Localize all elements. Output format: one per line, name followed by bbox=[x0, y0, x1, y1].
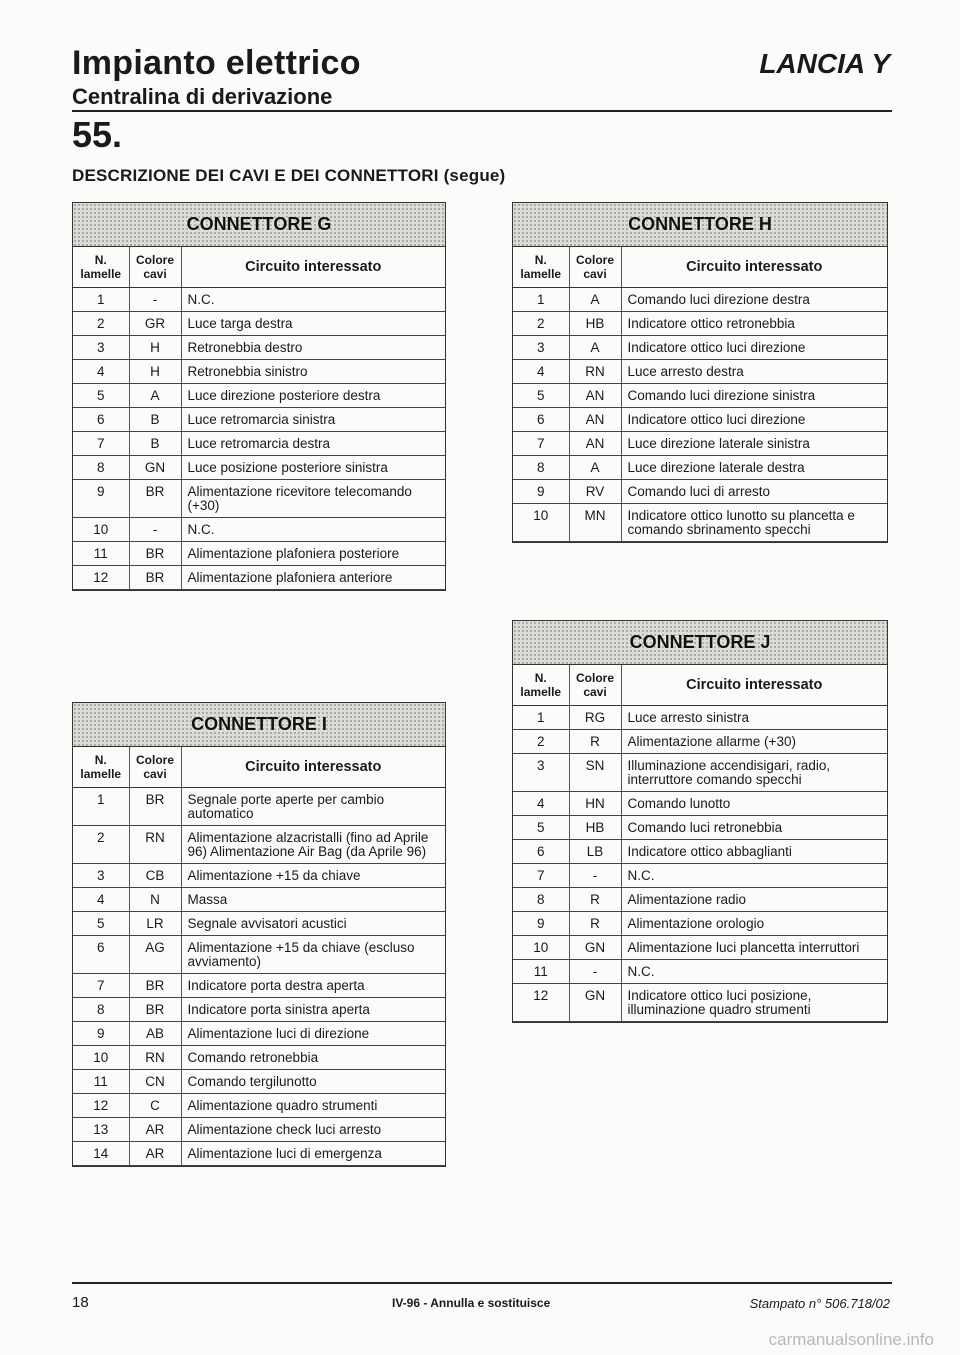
circuit-description: Luce direzione laterale sinistra bbox=[621, 432, 887, 456]
circuit-description: Luce targa destra bbox=[181, 312, 445, 336]
circuit-description: Retronebbia sinistro bbox=[181, 360, 445, 384]
wire-color: GN bbox=[129, 456, 181, 480]
lamella-number: 11 bbox=[73, 1070, 129, 1094]
circuit-description: Comando retronebbia bbox=[181, 1046, 445, 1070]
circuit-description: Alimentazione radio bbox=[621, 888, 887, 912]
circuit-description: Luce arresto sinistra bbox=[621, 706, 887, 730]
column-header-circuito: Circuito interessato bbox=[181, 747, 445, 788]
table-row bbox=[513, 864, 887, 888]
circuit-description: Comando luci retronebbia bbox=[621, 816, 887, 840]
circuit-description: Alimentazione orologio bbox=[621, 912, 887, 936]
lamella-number: 3 bbox=[73, 336, 129, 360]
column-header-colore: Colore cavi bbox=[129, 247, 181, 288]
lamella-number: 4 bbox=[513, 360, 569, 384]
table-row bbox=[513, 706, 887, 730]
circuit-description: Comando luci direzione sinistra bbox=[621, 384, 887, 408]
table-row bbox=[73, 788, 445, 826]
circuit-description: Alimentazione luci di direzione bbox=[181, 1022, 445, 1046]
wire-color: SN bbox=[569, 754, 621, 792]
wire-color: N bbox=[129, 888, 181, 912]
wire-color: HB bbox=[569, 816, 621, 840]
connector-title: CONNETTORE I bbox=[73, 703, 445, 747]
lamella-number: 10 bbox=[73, 1046, 129, 1070]
wire-color: RG bbox=[569, 706, 621, 730]
column-header-colore: Colore cavi bbox=[129, 747, 181, 788]
wire-color: R bbox=[569, 888, 621, 912]
lamella-number: 11 bbox=[73, 542, 129, 566]
section-number: 55. bbox=[72, 114, 123, 155]
column-header-colore: Colore cavi bbox=[569, 247, 621, 288]
lamella-number: 12 bbox=[73, 566, 129, 590]
column-header-n: N. lamelle bbox=[73, 747, 129, 788]
column-header-circuito: Circuito interessato bbox=[621, 665, 887, 706]
lamella-number: 6 bbox=[513, 840, 569, 864]
lamella-number: 8 bbox=[73, 998, 129, 1022]
wire-color: RN bbox=[129, 1046, 181, 1070]
circuit-description: Indicatore ottico abbaglianti bbox=[621, 840, 887, 864]
wire-color: AN bbox=[569, 432, 621, 456]
wire-color: - bbox=[129, 288, 181, 312]
table-row bbox=[513, 730, 887, 754]
wire-color: - bbox=[569, 960, 621, 984]
table-row bbox=[73, 1070, 445, 1094]
header-rule bbox=[72, 110, 892, 112]
wire-color: - bbox=[569, 864, 621, 888]
circuit-description: Indicatore ottico luci posizione, illuminazione quadro strumenti bbox=[621, 984, 887, 1022]
lamella-number: 10 bbox=[513, 936, 569, 960]
lamella-number: 7 bbox=[73, 432, 129, 456]
connector-title: CONNETTORE J bbox=[513, 621, 887, 665]
wire-color: BR bbox=[129, 998, 181, 1022]
column-header-circuito: Circuito interessato bbox=[621, 247, 887, 288]
wire-color: B bbox=[129, 408, 181, 432]
wire-color: AR bbox=[129, 1142, 181, 1166]
wire-color: AN bbox=[569, 408, 621, 432]
lamella-number: 5 bbox=[73, 912, 129, 936]
table-row bbox=[73, 998, 445, 1022]
table-row bbox=[513, 384, 887, 408]
circuit-description: Indicatore porta destra aperta bbox=[181, 974, 445, 998]
wire-color: BR bbox=[129, 542, 181, 566]
wire-color: AN bbox=[569, 384, 621, 408]
wire-color: H bbox=[129, 336, 181, 360]
connector-title: CONNETTORE H bbox=[513, 203, 887, 247]
circuit-description: Alimentazione luci plancetta interruttori bbox=[621, 936, 887, 960]
wire-color: RV bbox=[569, 480, 621, 504]
circuit-description: Luce arresto destra bbox=[621, 360, 887, 384]
table-row bbox=[73, 1142, 445, 1166]
circuit-description: N.C. bbox=[181, 288, 445, 312]
circuit-description: Alimentazione +15 da chiave (escluso avviamento) bbox=[181, 936, 445, 974]
wire-color: AR bbox=[129, 1118, 181, 1142]
wire-color: AB bbox=[129, 1022, 181, 1046]
circuit-description: Segnale avvisatori acustici bbox=[181, 912, 445, 936]
column-header-n: N. lamelle bbox=[73, 247, 129, 288]
column-header-colore: Colore cavi bbox=[569, 665, 621, 706]
table-row bbox=[73, 974, 445, 998]
lamella-number: 2 bbox=[73, 312, 129, 336]
lamella-number: 10 bbox=[513, 504, 569, 542]
wire-color: H bbox=[129, 360, 181, 384]
table-row bbox=[73, 408, 445, 432]
lamella-number: 1 bbox=[73, 788, 129, 826]
lamella-number: 2 bbox=[513, 312, 569, 336]
table-row bbox=[513, 936, 887, 960]
wire-color: HB bbox=[569, 312, 621, 336]
circuit-description: Alimentazione alzacristalli (fino ad Aprile 96) Alimentazione Air Bag (da Aprile 96) bbox=[181, 826, 445, 864]
table-row bbox=[73, 384, 445, 408]
table-row bbox=[73, 518, 445, 542]
circuit-description: Alimentazione allarme (+30) bbox=[621, 730, 887, 754]
lamella-number: 6 bbox=[73, 936, 129, 974]
lamella-number: 5 bbox=[73, 384, 129, 408]
circuit-description: Alimentazione plafoniera anteriore bbox=[181, 566, 445, 590]
table-row bbox=[513, 888, 887, 912]
wire-color: BR bbox=[129, 566, 181, 590]
circuit-description: N.C. bbox=[621, 864, 887, 888]
lamella-number: 9 bbox=[513, 480, 569, 504]
table-row bbox=[513, 312, 887, 336]
circuit-description: Indicatore porta sinistra aperta bbox=[181, 998, 445, 1022]
table-row bbox=[73, 456, 445, 480]
table-row bbox=[513, 840, 887, 864]
table-row bbox=[513, 288, 887, 312]
circuit-description: Indicatore ottico luci direzione bbox=[621, 408, 887, 432]
lamella-number: 1 bbox=[513, 706, 569, 730]
circuit-description: Luce direzione posteriore destra bbox=[181, 384, 445, 408]
table-row bbox=[513, 960, 887, 984]
wire-color: RN bbox=[129, 826, 181, 864]
page-subtitle: Centralina di derivazione bbox=[72, 84, 333, 109]
lamella-number: 13 bbox=[73, 1118, 129, 1142]
lamella-number: 1 bbox=[73, 288, 129, 312]
lamella-number: 7 bbox=[513, 864, 569, 888]
lamella-number: 7 bbox=[73, 974, 129, 998]
circuit-description: Comando lunotto bbox=[621, 792, 887, 816]
circuit-description: Massa bbox=[181, 888, 445, 912]
wire-color: R bbox=[569, 730, 621, 754]
lamella-number: 11 bbox=[513, 960, 569, 984]
wire-color: A bbox=[569, 456, 621, 480]
circuit-description: Retronebbia destro bbox=[181, 336, 445, 360]
table-row bbox=[513, 754, 887, 792]
lamella-number: 4 bbox=[513, 792, 569, 816]
table-row bbox=[73, 888, 445, 912]
column-header-n: N. lamelle bbox=[513, 247, 569, 288]
table-row bbox=[73, 360, 445, 384]
table-row bbox=[73, 1046, 445, 1070]
lamella-number: 3 bbox=[513, 336, 569, 360]
lamella-number: 3 bbox=[73, 864, 129, 888]
column-header-n: N. lamelle bbox=[513, 665, 569, 706]
wire-color: LB bbox=[569, 840, 621, 864]
wire-color: RN bbox=[569, 360, 621, 384]
wire-color: - bbox=[129, 518, 181, 542]
wire-color: CB bbox=[129, 864, 181, 888]
footer-rule bbox=[72, 1282, 892, 1284]
revision-note: IV-96 - Annulla e sostituisce bbox=[392, 1296, 551, 1310]
connector-j-table bbox=[512, 620, 888, 1023]
connector-h-table bbox=[512, 202, 888, 543]
table-row bbox=[513, 984, 887, 1022]
circuit-description: Illuminazione accendisigari, radio, interruttore comando specchi bbox=[621, 754, 887, 792]
table-row bbox=[513, 336, 887, 360]
table-row bbox=[73, 1022, 445, 1046]
lamella-number: 2 bbox=[73, 826, 129, 864]
table-row bbox=[73, 1094, 445, 1118]
table-row bbox=[73, 912, 445, 936]
lamella-number: 12 bbox=[513, 984, 569, 1022]
circuit-description: N.C. bbox=[621, 960, 887, 984]
connector-i-table bbox=[72, 702, 446, 1167]
lamella-number: 6 bbox=[73, 408, 129, 432]
circuit-description: Indicatore ottico luci direzione bbox=[621, 336, 887, 360]
table-row bbox=[513, 792, 887, 816]
lamella-number: 14 bbox=[73, 1142, 129, 1166]
circuit-description: Comando luci direzione destra bbox=[621, 288, 887, 312]
page-title: Impianto elettrico bbox=[72, 44, 361, 82]
lamella-number: 8 bbox=[513, 888, 569, 912]
circuit-description: Alimentazione plafoniera posteriore bbox=[181, 542, 445, 566]
lamella-number: 2 bbox=[513, 730, 569, 754]
wire-color: BR bbox=[129, 974, 181, 998]
lamella-number: 1 bbox=[513, 288, 569, 312]
circuit-description: Alimentazione +15 da chiave bbox=[181, 864, 445, 888]
circuit-description: Indicatore ottico retronebbia bbox=[621, 312, 887, 336]
circuit-description: Alimentazione check luci arresto bbox=[181, 1118, 445, 1142]
lamella-number: 4 bbox=[73, 888, 129, 912]
table-row bbox=[73, 566, 445, 590]
print-reference: Stampato n° 506.718/02 bbox=[749, 1296, 890, 1311]
lamella-number: 5 bbox=[513, 816, 569, 840]
circuit-description: Comando tergilunotto bbox=[181, 1070, 445, 1094]
circuit-description: Indicatore ottico lunotto su plancetta e comando sbrinamento specchi bbox=[621, 504, 887, 542]
table-row bbox=[73, 288, 445, 312]
watermark: carmanualsonline.info bbox=[768, 1330, 934, 1349]
table-row bbox=[513, 456, 887, 480]
lamella-number: 8 bbox=[513, 456, 569, 480]
table-row bbox=[513, 408, 887, 432]
wire-color: GN bbox=[569, 936, 621, 960]
wire-color: C bbox=[129, 1094, 181, 1118]
section-title: DESCRIZIONE DEI CAVI E DEI CONNETTORI (segue) bbox=[72, 166, 506, 185]
table-row bbox=[513, 912, 887, 936]
connector-title: CONNETTORE G bbox=[73, 203, 445, 247]
lamella-number: 9 bbox=[73, 480, 129, 518]
table-row bbox=[73, 336, 445, 360]
brand-label: LANCIA Y bbox=[759, 48, 890, 79]
table-row bbox=[513, 432, 887, 456]
column-header-circuito: Circuito interessato bbox=[181, 247, 445, 288]
wire-color: GN bbox=[569, 984, 621, 1022]
circuit-description: Luce posizione posteriore sinistra bbox=[181, 456, 445, 480]
circuit-description: Luce retromarcia sinistra bbox=[181, 408, 445, 432]
table-row bbox=[73, 480, 445, 518]
table-row bbox=[513, 480, 887, 504]
circuit-description: Segnale porte aperte per cambio automatico bbox=[181, 788, 445, 826]
table-row bbox=[513, 816, 887, 840]
circuit-description: Alimentazione luci di emergenza bbox=[181, 1142, 445, 1166]
table-row bbox=[73, 864, 445, 888]
wire-color: B bbox=[129, 432, 181, 456]
lamella-number: 8 bbox=[73, 456, 129, 480]
wire-color: LR bbox=[129, 912, 181, 936]
circuit-description: N.C. bbox=[181, 518, 445, 542]
wire-color: R bbox=[569, 912, 621, 936]
wire-color: BR bbox=[129, 788, 181, 826]
circuit-description: Alimentazione quadro strumenti bbox=[181, 1094, 445, 1118]
table-row bbox=[73, 542, 445, 566]
wire-color: A bbox=[129, 384, 181, 408]
lamella-number: 7 bbox=[513, 432, 569, 456]
lamella-number: 9 bbox=[73, 1022, 129, 1046]
wire-color: AG bbox=[129, 936, 181, 974]
table-row bbox=[73, 936, 445, 974]
page-number: 18 bbox=[72, 1294, 89, 1311]
wire-color: BR bbox=[129, 480, 181, 518]
lamella-number: 4 bbox=[73, 360, 129, 384]
circuit-description: Alimentazione ricevitore telecomando (+30) bbox=[181, 480, 445, 518]
lamella-number: 5 bbox=[513, 384, 569, 408]
table-row bbox=[73, 312, 445, 336]
wire-color: A bbox=[569, 336, 621, 360]
table-row bbox=[73, 826, 445, 864]
wire-color: A bbox=[569, 288, 621, 312]
lamella-number: 12 bbox=[73, 1094, 129, 1118]
connector-g-table bbox=[72, 202, 446, 591]
lamella-number: 6 bbox=[513, 408, 569, 432]
circuit-description: Comando luci di arresto bbox=[621, 480, 887, 504]
lamella-number: 9 bbox=[513, 912, 569, 936]
wire-color: HN bbox=[569, 792, 621, 816]
wire-color: MN bbox=[569, 504, 621, 542]
lamella-number: 10 bbox=[73, 518, 129, 542]
wire-color: GR bbox=[129, 312, 181, 336]
table-row bbox=[73, 1118, 445, 1142]
table-row bbox=[513, 504, 887, 542]
table-row bbox=[513, 360, 887, 384]
table-row bbox=[73, 432, 445, 456]
circuit-description: Luce direzione laterale destra bbox=[621, 456, 887, 480]
wire-color: CN bbox=[129, 1070, 181, 1094]
circuit-description: Luce retromarcia destra bbox=[181, 432, 445, 456]
lamella-number: 3 bbox=[513, 754, 569, 792]
